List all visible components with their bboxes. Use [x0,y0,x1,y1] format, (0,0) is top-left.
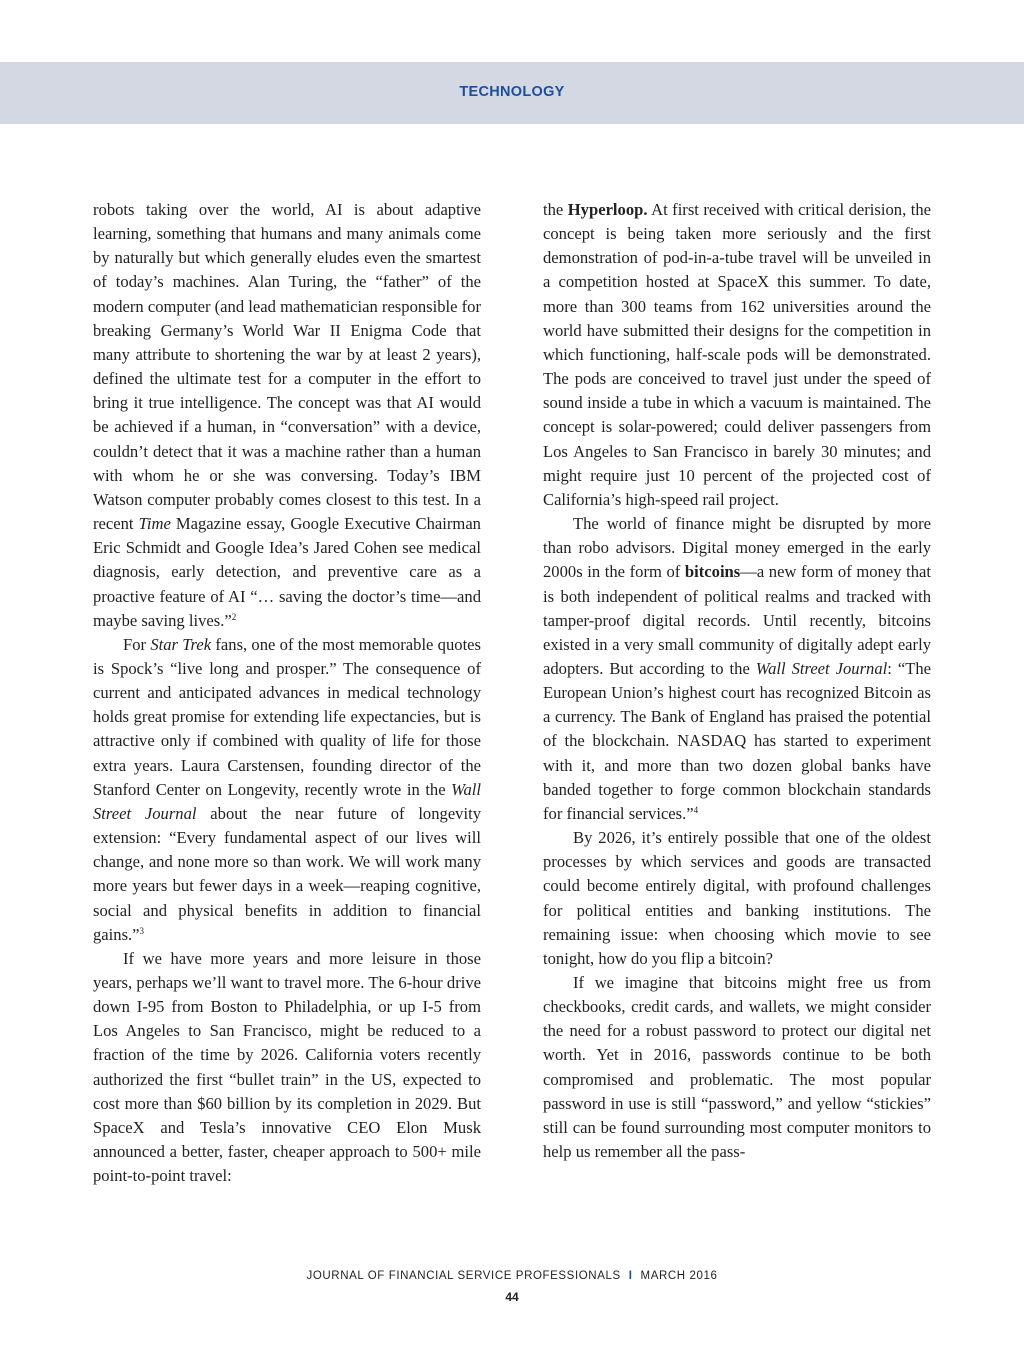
footnote-ref: 3 [139,925,145,936]
text-run: Magazine essay, Google Executive Chairman Eric Schmidt and Google Idea’s Jared Cohen see medical diagnosis, early detection, and preventive care as a proactive feature of AI “… saving the doctor’s time—and maybe saving lives.” [93,514,481,630]
issue-date: MARCH 2016 [640,1270,718,1282]
paragraph [93,198,481,633]
text-run: robots taking over the world, AI is about adaptive learning, something that humans and many animals come by naturally but which generally eludes even the smartest of today’s machines. Alan Turing, the “father” of the modern computer (and lead mathematician responsible for breaking Germany’s World War II Enigma Code that many attribute to shortening the war by at least 2 years), defined the ultimate test for a computer in the effort to bring it true intelligence. The concept was that AI would be achieved if a human, in “conversation” with a device, couldn’t detect that it was a machine rather than a human with whom he or she was conversing. Today’s IBM Watson computer probably comes closest to this test. In a recent [93,200,481,534]
left-column [93,198,481,1188]
italic-title: Star Trek [150,634,212,654]
text-run: The world of finance might be disrupted by more than robo advisors. Digital money emerged in the early 2000s in the form of [543,514,931,582]
paragraph [543,512,931,826]
italic-title: Wall Street Journal [93,779,481,823]
italic-title: Wall Street Journal [755,658,888,678]
footer-separator: I [628,1270,633,1282]
text-run: : “The European Union’s highest court has recognized Bitcoin as a currency. The Bank of England has praised the potential of the blockchain. NASDAQ has started to experiment with it, and more than two dozen global banks have banded together to forge common blockchain standards for financial services.” [543,658,931,823]
text-run: fans, one of the most memorable quotes is Spock’s “live long and prosper.” The consequence of current and anticipated advances in medical technology holds great promise for extending life expectancies, but is attractive only if combined with quality of life for those extra years. Laura Carstensen, founding director of the Stanford Center on Longevity, recently wrote in the [93,634,482,799]
text-run: about the near future of longevity extension: “Every fundamental aspect of our lives will change, and none more so than work. We will work many more years but fewer days in a week—reaping cognitive, social and physical benefits in addition to financial gains.” [93,803,481,944]
footnote-ref: 2 [231,611,237,622]
footnote-ref: 4 [693,804,699,815]
paragraph [543,198,931,512]
footer-journal [0,1270,1024,1282]
text-run: the [543,200,568,219]
text-run: —a new form of money that is both independent of political realms and tracked with tamper-proof digital records. Until recently, bitcoins existed in a very small community of digitally adept early adopters. But according to the [543,562,931,678]
bold-term: bitcoins [684,562,741,582]
right-column [543,198,931,1164]
text-run: At first received with critical derision, the concept is being taken more seriously and the first demonstration of pod-in-a-tube travel will be unveiled in a competition hosted at SpaceX this summer. To date, more than 300 teams from 162 universities around the world have submitted their designs for the competition in which functioning, half-scale pods will be demonstrated. The pods are conceived to travel just under the speed of sound inside a tube in which a vacuum is maintained. The concept is solar-powered; could deliver passengers from Los Angeles to San Francisco in barely 30 minutes; and might require just 10 percent of the projected cost of California’s high-speed rail project. [543,200,931,509]
page-number: 44 [505,1290,519,1304]
paragraph: If we have more years and more leisure in those years, perhaps we’ll want to travel more. The 6-hour drive down I-95 from Boston to Philadelphia, or up I-5 from Los Angeles to San Francisco, might be reduced to a fraction of the time by 2026. California voters recently authorized the first “bullet train” in the US, expected to cost more than $60 billion by its completion in 2029. But SpaceX and Tesla’s innovative CEO Elon Musk announced a better, faster, cheaper approach to 500+ mile point-to-point travel: [93,948,481,1186]
bold-term: Hyperloop. [567,200,648,219]
paragraph: By 2026, it’s entirely possible that one of the oldest processes by which services and goods are transacted could become entirely digital, with profound challenges for political entities and banking institutions. The remaining issue: when choosing which movie to see tonight, how do you flip a bitcoin? [543,828,931,968]
text-run: For [123,634,151,654]
journal-name: JOURNAL OF FINANCIAL SERVICE PROFESSIONALS [306,1270,621,1282]
paragraph: If we imagine that bitcoins might free us from checkbooks, credit cards, and wallets, we might consider the need for a robust password to protect our digital net worth. Yet in 2016, passwords continue to be both compromised and problematic. The most popular password in use is still “password,” and yellow “stickies” still can be found surrounding most computer monitors to help us remember all the pass- [543,973,931,1162]
section-title: TECHNOLOGY [459,84,565,100]
paragraph [93,633,481,947]
italic-title: Time [138,514,171,534]
